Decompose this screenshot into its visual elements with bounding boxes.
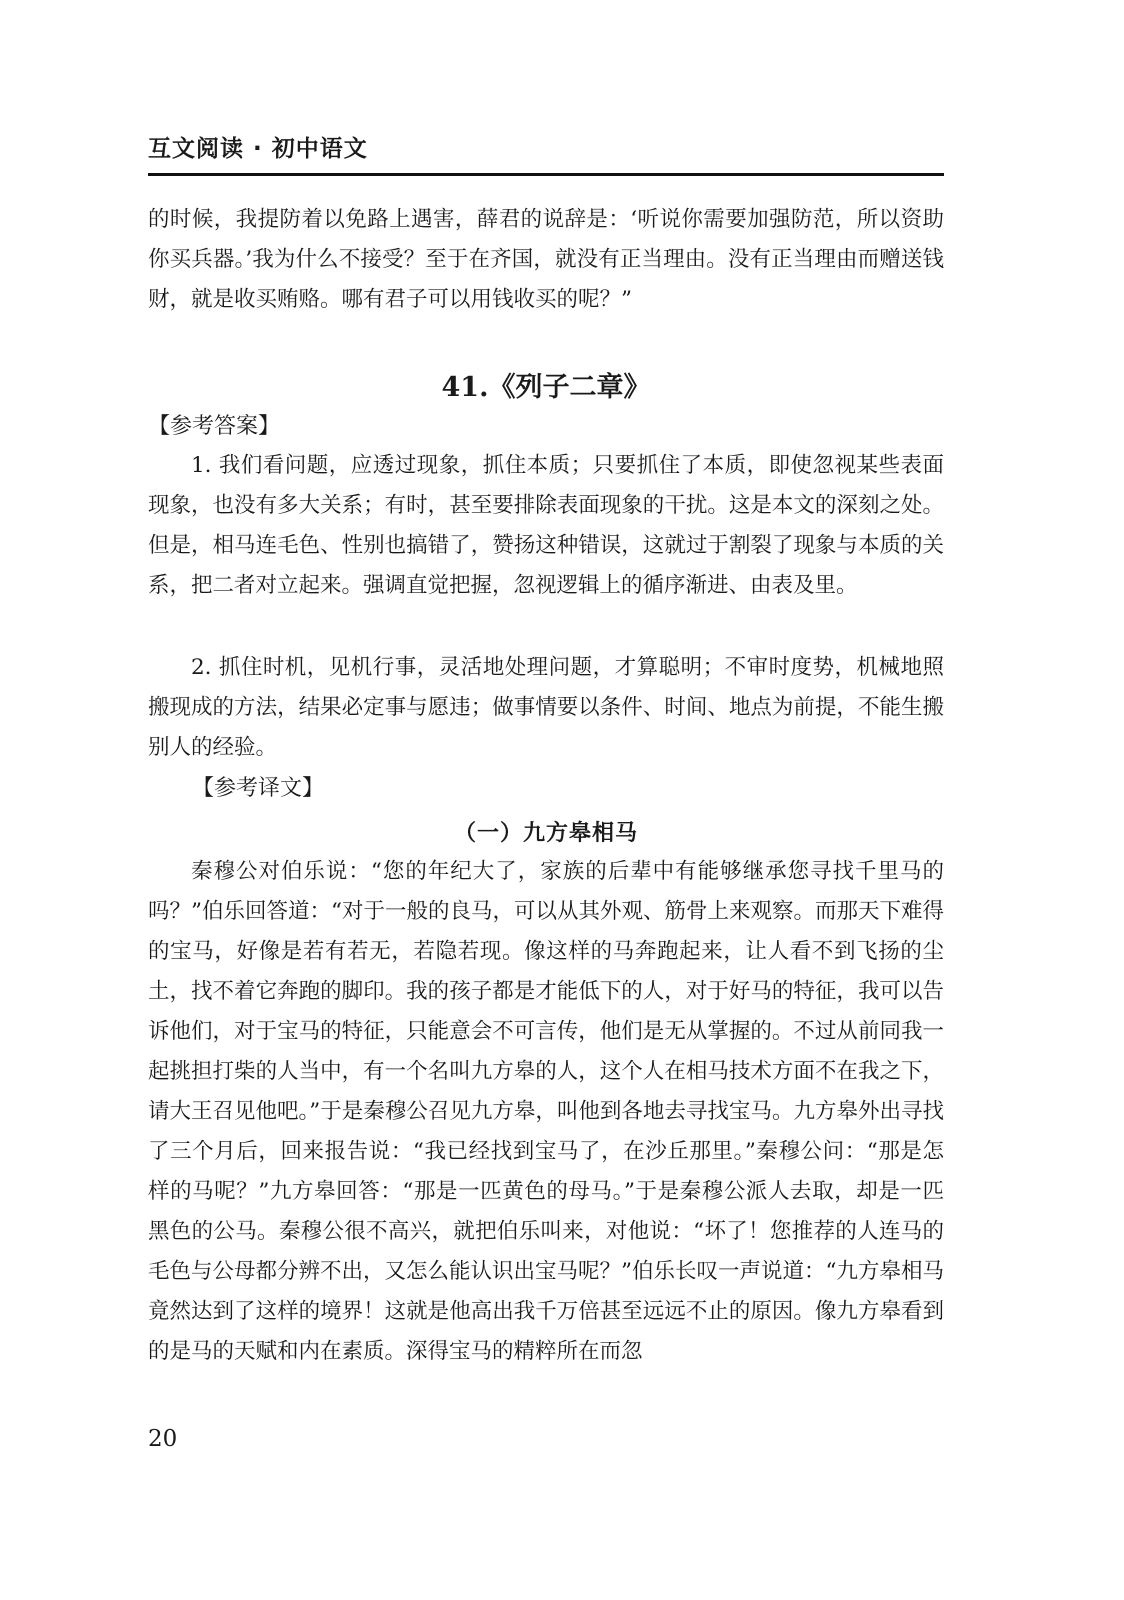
page-number: 20 — [148, 1426, 178, 1452]
header-rule — [148, 173, 944, 176]
translation-paragraph: 秦穆公对伯乐说：“您的年纪大了，家族的后辈中有能够继承您寻找千里马的吗？”伯乐回答道：“对于一般的良马，可以从其外观、筋骨上来观察。而那天下难得的宝马，好像是若有若无，若隐若现。像这样的马奔跑起来，让人看不到飞扬的尘土，找不着它奔跑的脚印。我的孩子都是才能低下的人，对于好马的特征，我可以告诉他们，对于宝马的特征，只能意会不可言传，他们是无从掌握的。不过从前同我一起挑担打柴的人当中，有一个名叫九方皋的人，这个人在相马技术方面不在我之下，请大王召见他吧。”于是秦穆公召见九方皋，叫他到各地去寻找宝马。九方皋外出寻找了三个月后，回来报告说：“我已经找到宝马了，在沙丘那里。”秦穆公问：“那是怎样的马呢？”九方皋回答：“那是一匹黄色的母马。”于是秦穆公派人去取，却是一匹黑色的公马。秦穆公很不高兴，就把伯乐叫来，对他说：“坏了！您推荐的人连马的毛色与公母都分辨不出，又怎么能认识出宝马呢？”伯乐长叹一声说道：“九方皋相马竟然达到了这样的境界！这就是他高出我千万倍甚至远远不止的原因。像九方皋看到的是马的天赋和内在素质。深得宝马的精粹所在而忽 — [148, 859, 944, 1364]
answer-2: 2. 抓住时机，见机行事，灵活地处理问题，才算聪明；不审时度势，机械地照搬现成的方法，结果必定事与愿违；做事情要以条件、时间、地点为前提，不能生搬别人的经验。 — [148, 655, 944, 760]
continued-paragraph: 的时候，我提防着以免路上遇害，薛君的说辞是：‘听说你需要加强防范，所以资助你买兵器。’我为什么不接受？至于在齐国，就没有正当理由。没有正当理由而赠送钱财，就是收买贿赂。哪有君子可以用钱收买的呢？” — [148, 207, 944, 312]
answer-1: 1. 我们看问题，应透过现象，抓住本质；只要抓住了本质，即使忽视某些表面现象，也没有多大关系；有时，甚至要排除表面现象的干扰。这是本文的深刻之处。但是，相马连毛色、性别也搞错了，赞扬这种错误，这就过于割裂了现象与本质的关系，把二者对立起来。强调直觉把握，忽视逻辑上的循序渐进、由表及里。 — [148, 453, 944, 598]
answer-label: 【参考答案】 — [148, 414, 281, 439]
translation-label: 【参考译文】 — [192, 776, 325, 801]
section-title: 41.《列子二章》 — [441, 372, 651, 403]
running-header: 互文阅读 · 初中语文 — [148, 136, 368, 162]
translation-subtitle: （一）九方皋相马 — [453, 820, 638, 846]
